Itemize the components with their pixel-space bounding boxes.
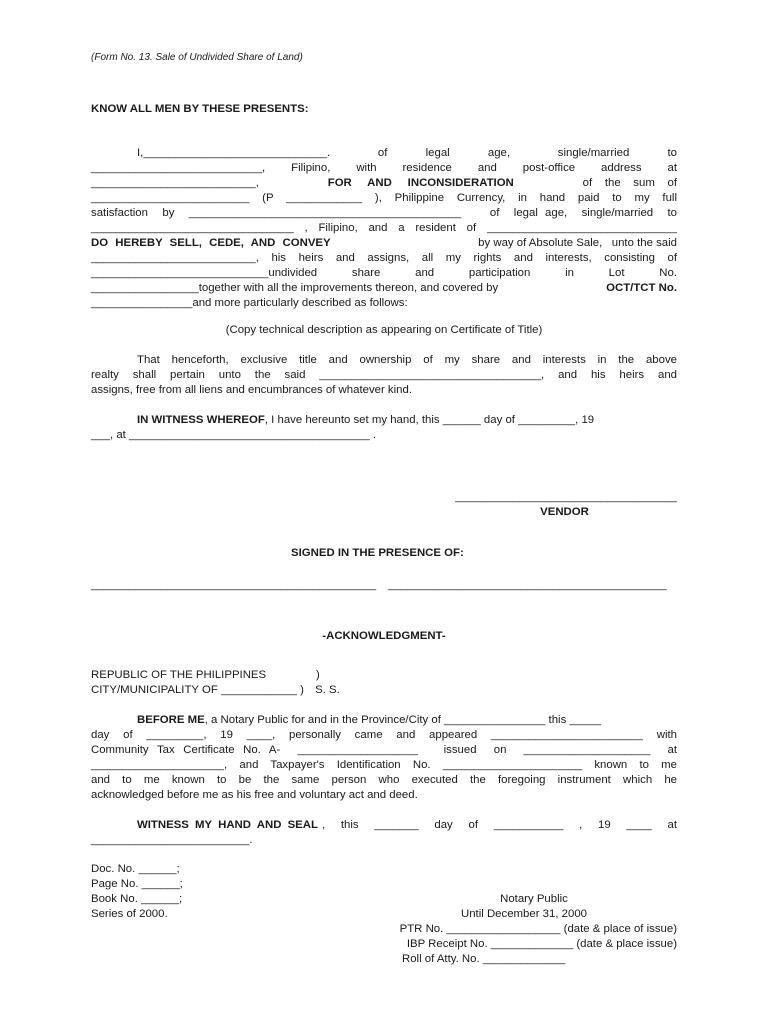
notary-until: Until December 31, 2000	[461, 908, 587, 920]
venue-block	[91, 668, 677, 698]
page-no: Page No. ______;	[91, 878, 183, 890]
venue-line	[91, 683, 677, 698]
henceforth-line: assigns, free from all liens and encumbrances of whatever kind.	[91, 384, 412, 396]
intro-heading: KNOW ALL MEN BY THESE PRESENTS:	[91, 103, 309, 115]
henceforth-paragraph	[91, 353, 677, 398]
before-me-phrase: BEFORE ME	[137, 714, 205, 726]
oct-tct-label: OCT/TCT No.	[606, 282, 677, 294]
sell-cede-convey-phrase: DO HEREBY SELL, CEDE, AND CONVEY	[91, 237, 331, 249]
vendor-signature-block	[452, 490, 677, 520]
before-me-line: Community Tax Certificate No. A- ___________________ issued on ____________________ at	[91, 744, 677, 756]
before-me-line: acknowledged before me as his free and voluntary act and deed.	[91, 789, 418, 801]
doc-no: Doc. No. ______;	[91, 863, 180, 875]
ibp-receipt-no: IBP Receipt No. _____________ (date & place issue)	[406, 938, 677, 950]
deed-line: satisfaction by ___________________________________________ of legal age, single/married to	[91, 207, 677, 219]
republic-label: REPUBLIC OF THE PHILIPPINES	[91, 669, 267, 681]
witness-hand-seal-phrase: WITNESS MY HAND AND SEAL	[137, 819, 318, 831]
venue-line	[91, 668, 677, 683]
henceforth-line: realty shall pertain unto the said ___________________________________, and his heirs and	[91, 369, 677, 381]
before-me-paragraph	[91, 713, 677, 803]
before-me-line: day of _________, 19 ____, personally came and appeared ________________________ with	[91, 729, 677, 741]
deed-text: of the sum of	[582, 177, 677, 189]
deed-blank: __________________________,	[91, 177, 259, 189]
witness-whereof-paragraph	[91, 413, 677, 443]
vendor-signature-line: ___________________________________	[455, 491, 677, 503]
witness-signature-line-left: _____________________________________________	[91, 579, 377, 591]
before-me-line: and to me known to be the same person who executed the foregoing instrument which he	[91, 774, 677, 786]
venue-paren: )	[316, 669, 320, 681]
before-me-line	[91, 713, 677, 728]
witness-signature-line-right: ____________________________________________	[388, 579, 667, 591]
hand-seal-paragraph	[91, 818, 677, 848]
vendor-label: VENDOR	[540, 506, 589, 518]
deed-line: _________________________ (P ____________ ), Philippine Currency, in hand paid to my full	[91, 192, 677, 204]
deed-line: ________________and more particularly described as follows:	[91, 297, 408, 309]
deed-line: ___________________________, Filipino, with residence and post-office address at	[91, 162, 677, 174]
deed-line: __________________________, his heirs and assigns, all my rights and interests, consisting of	[91, 252, 677, 264]
deed-text: _________________together with all the improvements thereon, and covered by	[91, 282, 499, 294]
deed-line: I,_____________________________. of legal age, single/married to	[137, 147, 677, 159]
hand-seal-text: , this _______ day of ___________ , 19 ____ at	[321, 819, 677, 831]
book-no: Book No. ______;	[91, 893, 183, 905]
witness-whereof-phrase: IN WITNESS WHEREOF	[137, 414, 265, 426]
deed-line: ____________________________undivided share and participation in Lot No.	[91, 267, 677, 279]
form-title: (Form No. 13. Sale of Undivided Share of Land)	[91, 52, 303, 63]
roll-of-atty-no: Roll of Atty. No. _____________	[402, 953, 566, 965]
city-municipality-label: CITY/MUNICIPALITY OF ____________ )	[91, 684, 304, 696]
notary-block	[361, 892, 677, 967]
witness-line	[91, 413, 677, 428]
ptr-no: PTR No. __________________ (date & place of issue)	[399, 923, 677, 935]
before-me-line: _____________________, and Taxpayer's Identification No. ______________________ known to me	[91, 759, 677, 771]
doc-references	[91, 862, 183, 922]
deed-line	[91, 281, 677, 296]
deed-text: by way of Absolute Sale, unto the said	[478, 237, 677, 249]
deed-line: ________________________________ , Filipino, and a resident of ______________________________	[91, 222, 677, 234]
deed-paragraph	[91, 146, 677, 311]
ss-label: S. S.	[315, 684, 340, 696]
notary-title: Notary Public	[500, 893, 568, 905]
henceforth-line: That henceforth, exclusive title and ownership of my share and interests in the above	[137, 354, 677, 366]
witness-line: ___, at ______________________________________ .	[91, 429, 377, 441]
consideration-phrase: FOR AND INCONSIDERATION	[327, 177, 514, 189]
hand-seal-line	[91, 818, 677, 833]
series-no: Series of 2000.	[91, 908, 168, 920]
deed-line	[91, 236, 677, 251]
hand-seal-line: _________________________.	[91, 834, 253, 846]
witness-text: , I have hereunto set my hand, this ______ day of _________, 19	[264, 414, 595, 426]
signed-presence-heading: SIGNED IN THE PRESENCE OF:	[291, 547, 464, 559]
deed-line	[91, 176, 677, 191]
before-me-text: , a Notary Public for and in the Province/City of ________________ this _____	[204, 714, 602, 726]
acknowledgment-heading: -ACKNOWLEDGMENT-	[322, 630, 446, 642]
copy-technical-note: (Copy technical description as appearing on Certificate of Title)	[225, 324, 543, 336]
